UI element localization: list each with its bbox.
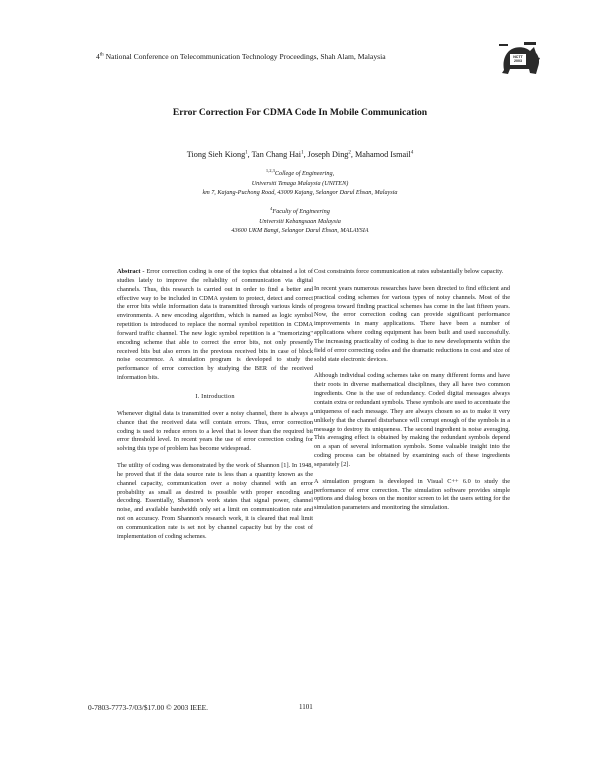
affiliation-1-uni: Universiti Tenaga Malaysia (UNITEN) [251, 179, 349, 187]
right-paragraph-2: In recent years numerous researches have been directed to find efficient and practical coding schemes for various types of noisy channels. Most of the progress toward finding practical schemes has come in the last fifteen years. Now, the error correction coding can provide significant performance improvements in many applications. There have been a number of applications where coding equipment has been built and used successfully. The increasing practicality of coding is due to new developments within the field of error correcting codes and the dramatic reductions in cost and size of solid state electronic devices. [314, 284, 510, 363]
author-2-mark: 1 [301, 150, 304, 156]
right-paragraph-4: A simulation program is developed in Visual C++ 6.0 to study the performance of error correction. The simulation software provides simple options and dialog boxes on the monitor screen to let the users setting for the simulation parameters and monitoring the simulation. [314, 477, 510, 512]
author-3: Joseph Ding [307, 150, 349, 159]
section-heading-introduction: I. Introduction [195, 392, 235, 400]
copyright-notice: 0-7803-7773-7/03/$17.00 © 2003 IEEE. [88, 703, 208, 712]
intro-paragraph-1: Whenever digital data is transmitted over a noisy channel, there is always a chance that the received data will contain errors. Thus, error correction coding is used to reduce errors to a level that is lower than the required bit error threshold level. In recent years the use of error correction coding for solving this type of problem has become widespread. [117, 409, 313, 453]
left-column [117, 268, 313, 550]
header-ordinal: 4 [96, 52, 100, 61]
author-1-mark: 1 [245, 150, 248, 156]
author-4: Mahamod Ismail [354, 150, 411, 159]
intro-paragraph-2: The utility of coding was demonstrated by the work of Shannon [1]. In 1948, he proved that if the data source rate is less than a quantity known as the channel capacity, communication over a noisy channel with an error probability as small as desired is possible with proper encoding and decoding. Essentially, Shannon's work states that signal power, channel noise, and available bandwidth only set a limit on communication rate and not on accuracy. From Shannon's research work, it is cleared that real limit on communication rate is set not by channel capacity but by the cost of implementation of coding schemes. [117, 462, 313, 540]
logo-brand-text: NCTT 2003 [513, 55, 523, 63]
affiliation-2 [100, 204, 500, 236]
conference-logo [496, 40, 542, 78]
header-ordinal-suffix: th [99, 52, 104, 58]
affiliation-1-marks: 1,2,3 [265, 168, 275, 173]
affiliation-1 [100, 166, 500, 198]
author-3-mark: 2 [348, 150, 351, 156]
affiliation-2-dept: Faculty of Engineering [272, 208, 330, 216]
author-4-mark: 4 [410, 150, 414, 156]
affiliation-2-mark: 4 [270, 206, 273, 211]
right-paragraph-3: Although individual coding schemes take on many different forms and have their roots in diverse mathematical disciplines, they all have two common ingredients. One is the use of redundancy. Coded digital messages always contain extra or redundant symbols. These symbols are used to accentuate the uniqueness of each message. They are always chosen so as to make it very unlikely that the channel disturbance will corrupt enough of the symbols in a message to destroy its uniqueness. The second ingredient is noise averaging. This averaging effect is obtained by making the redundant symbols depend on a span of several information symbols. Some valuable insight into the coding process can be obtained by examining each of these ingredients separately [2]. [314, 372, 510, 468]
author-list: Tiong Sieh Kiong$^1$, Tan Chang Hai$^1$, Joseph Ding$^2$, Mahamod Ismail$^4$ [186, 150, 414, 159]
page-number: 1101 [299, 703, 313, 711]
abstract-text: Error correction coding is one of the topics that obtained a lot of studies lately to improve the reliability of communication via digital channels. Thus, this research is carried out in order to find a better and effective way to be included in CDMA system to protect, detect and correct the error bits while information data is transmitted through various kinds of environments. A new encoding algorithm, which is named as logic symbol repetition is introduced to replace the normal symbol repetition in CDMA forward traffic channel. The new logic symbol repetition is a "memorizing" encoding scheme that able to correct the error bits, not only presently received bits but also errors in the previous received bits in case of block noise occurrence. A simulation program is developed to study the performance of error correction by studying the BER of the received information bits. [117, 268, 313, 382]
right-paragraph-1: Cost constraints force communication at rates substantially below capacity. [314, 268, 504, 275]
abstract [117, 268, 313, 383]
author-2: Tan Chang Hai [251, 150, 302, 159]
header-conference: National Conference on Telecommunication Technology Proceedings, Shah Alam, Malaysia [103, 52, 386, 61]
abstract-label: Abstract - [117, 268, 147, 275]
paper-title: Error Correction For CDMA Code In Mobile Communication [172, 107, 428, 118]
affiliation-2-uni: Universiti Kebangsaan Malaysia [259, 217, 341, 225]
affiliation-1-dept: College of Engineering, [274, 170, 335, 178]
right-column [314, 268, 510, 521]
author-1: Tiong Sieh Kiong [186, 150, 246, 159]
conference-header [96, 52, 496, 61]
affiliation-2-addr: 43600 UKM Bangi, Selangor Darul Ehsan, MALAYSIA [231, 227, 369, 235]
affiliation-1-addr: km 7, Kajang-Puchong Road, 43009 Kajang, Selangor Darul Ehsan, Malaysia [202, 189, 398, 197]
